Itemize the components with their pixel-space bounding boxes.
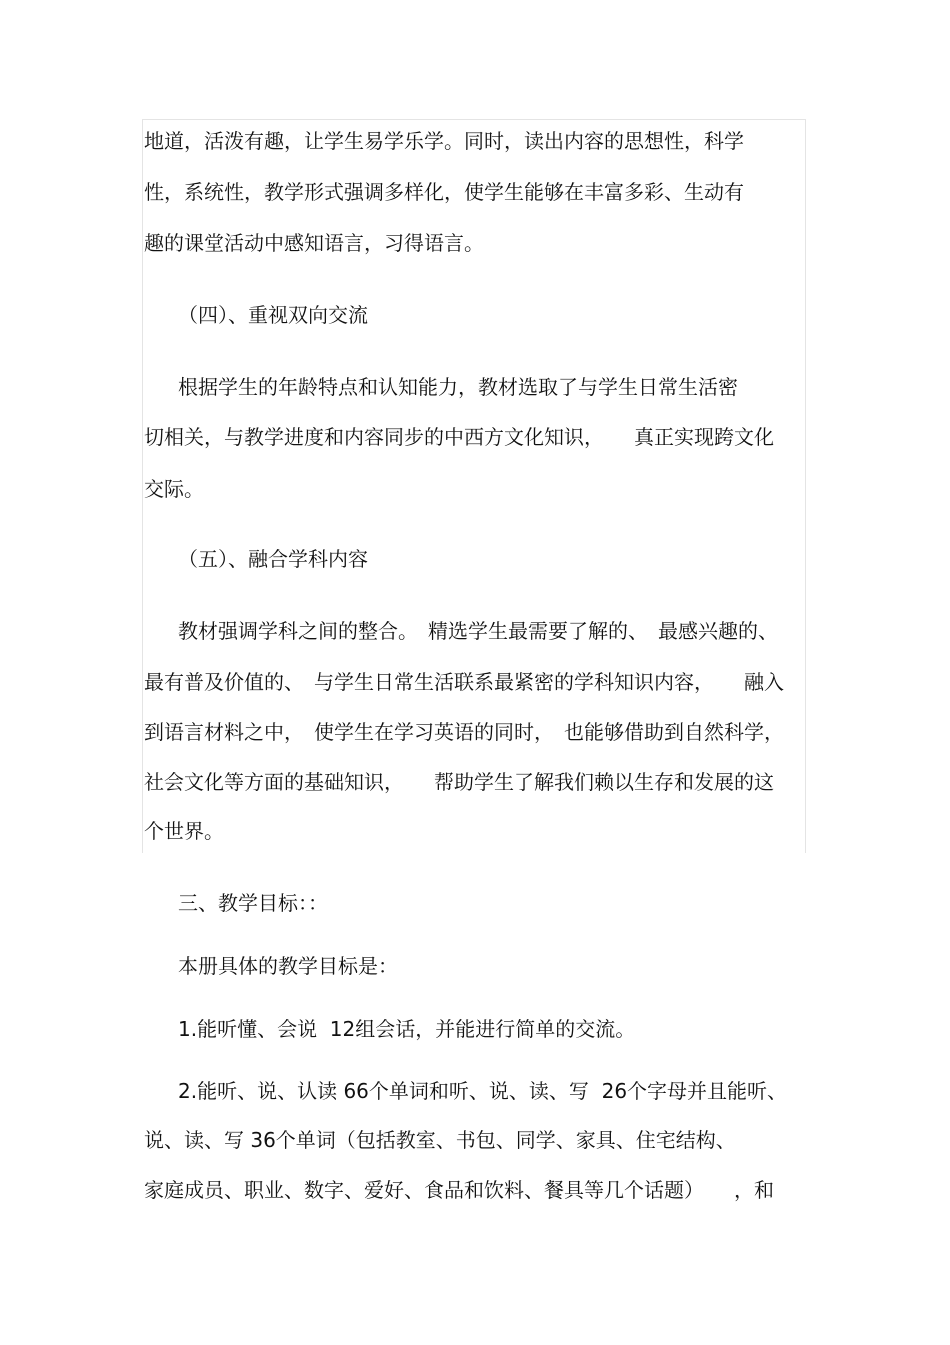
list-item: 1.能听懂、会说 12组会话，并能进行简单的交流。 (178, 1017, 636, 1041)
text-line: 趣的课堂活动中感知语言，习得语言。 (144, 231, 484, 255)
text-line: 地道，活泼有趣，让学生易学乐学。同时，读出内容的思想性，科学 (144, 129, 744, 153)
text-line: 交际。 (144, 477, 204, 501)
text-line: 根据学生的年龄特点和认知能力，教材选取了与学生日常生活密 (178, 375, 738, 399)
text-line: 到语言材料之中， 使学生在学习英语的同时， 也能够借助到自然科学， (144, 720, 784, 744)
text-line: 最有普及价值的、 与学生日常生活联系最紧密的学科知识内容， 融入 (144, 670, 784, 694)
text-line: 说、读、写 36个单词（包括教室、书包、同学、家具、住宅结构、 (144, 1128, 736, 1152)
section-heading: （五）、融合学科内容 (178, 547, 368, 571)
text-line: 个世界。 (144, 819, 224, 843)
text-line: 切相关，与教学进度和内容同步的中西方文化知识， 真正实现跨文化 (144, 425, 774, 449)
text-line: 教材强调学科之间的整合。 精选学生最需要了解的、 最感兴趣的、 (178, 619, 778, 643)
text-line: 性，系统性，教学形式强调多样化，使学生能够在丰富多彩、生动有 (144, 180, 744, 204)
section-heading: 三、教学目标：： (178, 891, 328, 915)
text-line: 本册具体的教学目标是： (178, 954, 398, 978)
text-line: 社会文化等方面的基础知识， 帮助学生了解我们赖以生存和发展的这 (144, 770, 774, 794)
text-line: 家庭成员、职业、数字、爱好、食品和饮料、餐具等几个话题） ，和 (144, 1178, 774, 1202)
section-heading: （四）、重视双向交流 (178, 303, 368, 327)
list-item: 2.能听、说、认读 66个单词和听、说、读、写 26个字母并且能听、 (178, 1079, 788, 1103)
